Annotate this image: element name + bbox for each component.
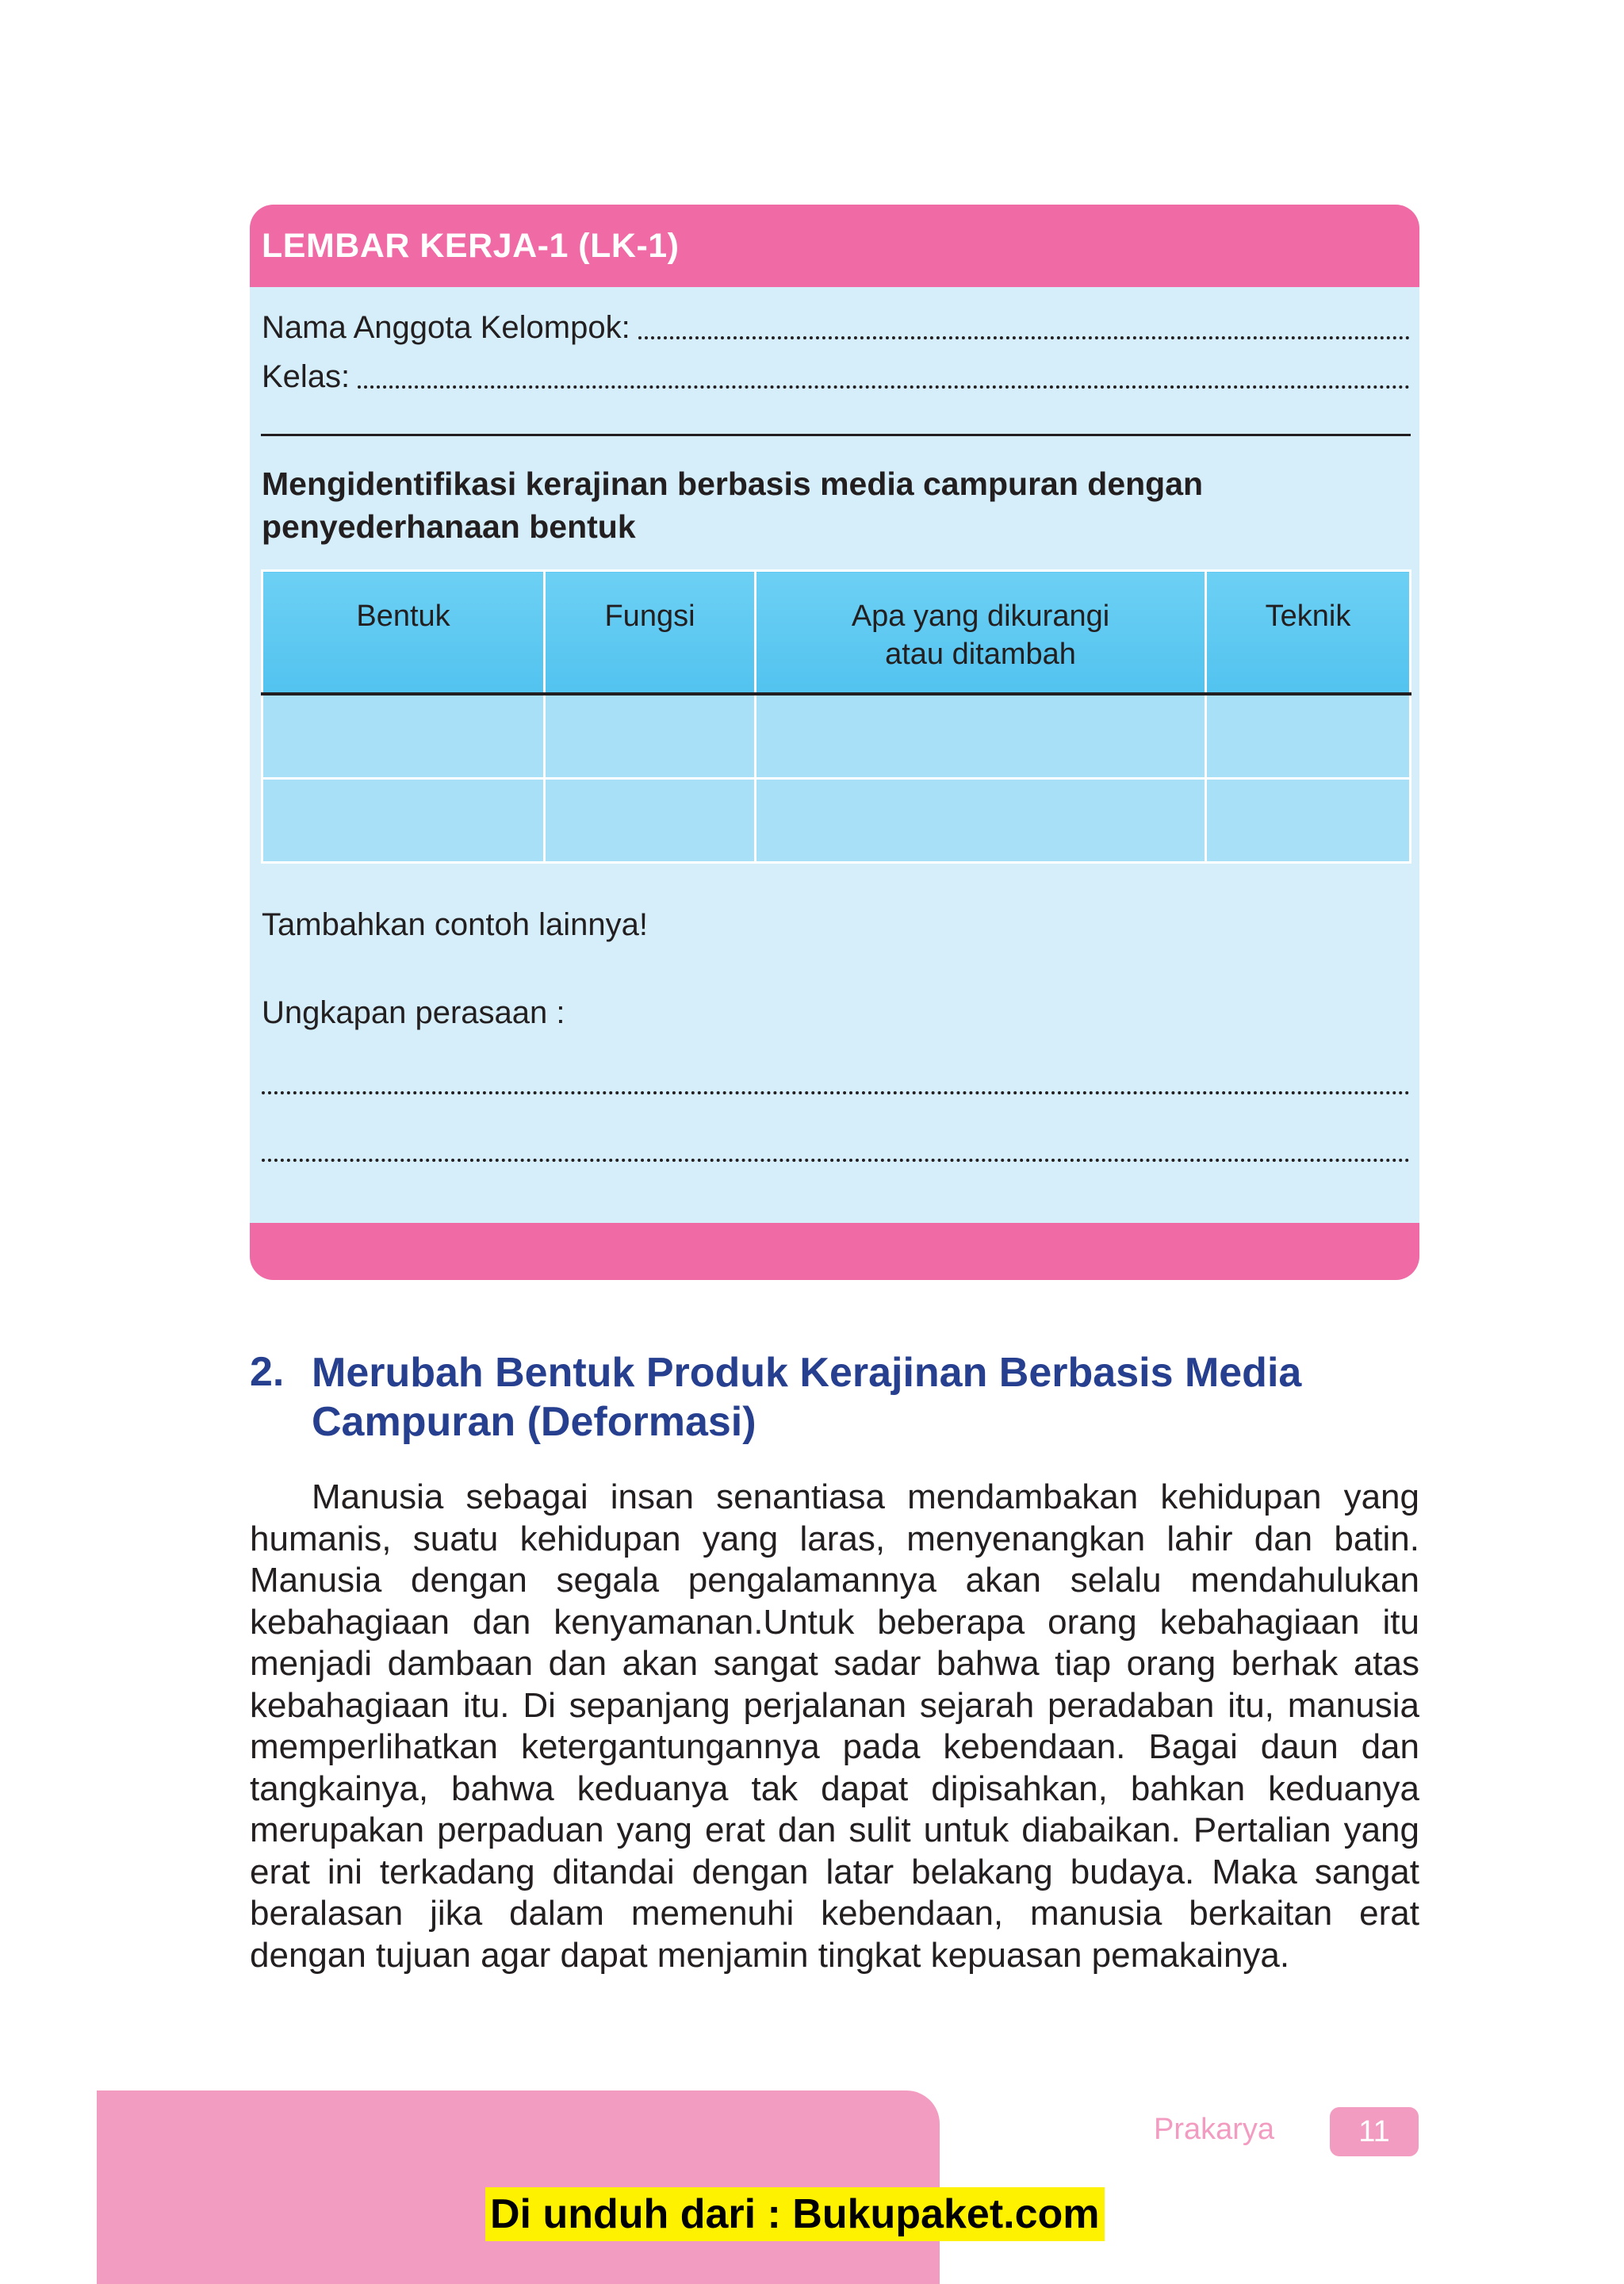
table-row [262, 778, 1411, 862]
worksheet-footer-bar [250, 1223, 1419, 1280]
class-dotted-line [358, 385, 1410, 389]
group-name-label: Nama Anggota Kelompok: [262, 310, 630, 345]
column-header-apa-yang-dikurangi: Apa yang dikurangi atau ditambah [756, 571, 1206, 694]
download-source-note: Di unduh dari : Bukupaket.com [485, 2187, 1105, 2241]
class-field[interactable] [262, 354, 1419, 395]
column-header-teknik: Teknik [1206, 571, 1411, 694]
table-cell[interactable] [545, 694, 756, 779]
group-name-field[interactable] [262, 305, 1419, 346]
group-name-dotted-line [638, 336, 1410, 339]
class-label: Kelas: [262, 359, 350, 394]
table-row [262, 694, 1411, 779]
column-header-bentuk: Bentuk [262, 571, 545, 694]
table-cell[interactable] [756, 778, 1206, 862]
body-paragraph: Manusia sebagai insan senantiasa mendambakan kehidupan yang humanis, suatu kehidupan yang laras, menyenangkan lahir dan batin. Manusia dengan segala pengalamannya akan selalu mendahulukan kebahagiaan dan kenyamanan.Untuk beberapa orang kebahagiaan itu menjadi dambaan dan akan sangat sadar bahwa tiap orang berhak atas kebahagiaan itu. Di sepanjang perjalanan sejarah peradaban itu, manusia memperlihatkan ketergantungannya pada kebendaan. Bagai daun dan tangkainya, bahwa keduanya tak dapat dipisahkan, bahkan keduanya merupakan perpaduan yang erat dan sulit untuk diabaikan. Pertalian yang erat ini terkadang ditandai dengan latar belakang budaya. Maka sangat beralasan jika dalam memenuhi kebendaan, manusia berkaitan erat dengan tujuan agar dapat menjamin tingkat kepuasan pemakainya. [250, 1477, 1419, 1975]
table-cell[interactable] [1206, 694, 1411, 779]
identification-table [261, 569, 1411, 864]
table-cell[interactable] [262, 694, 545, 779]
feelings-dotted-line-1[interactable] [262, 1091, 1410, 1094]
divider-rule [261, 434, 1411, 436]
worksheet-header [250, 205, 1419, 287]
feelings-label: Ungkapan perasaan : [262, 995, 565, 1030]
table-cell[interactable] [545, 778, 756, 862]
section-number: 2. [250, 1349, 285, 1395]
column-header-fungsi: Fungsi [545, 571, 756, 694]
worksheet-title: LEMBAR KERJA-1 (LK-1) [262, 227, 680, 265]
section-title: Merubah Bentuk Produk Kerajinan Berbasis Media Campuran (Deformasi) [312, 1350, 1302, 1445]
instruction-text: Tambahkan contoh lainnya! [262, 907, 648, 942]
page-number: 11 [1358, 2114, 1390, 2148]
footer-book-title: Prakarya [1154, 2113, 1275, 2146]
table-cell[interactable] [756, 694, 1206, 779]
worksheet-box [250, 205, 1419, 1280]
table-header-row [262, 571, 1411, 694]
table-cell[interactable] [262, 778, 545, 862]
worksheet-subheading: Mengidentifikasi kerajinan berbasis media campuran dengan penyederhanaan bentuk [262, 466, 1204, 545]
page-number-badge [1330, 2107, 1419, 2156]
feelings-dotted-line-2[interactable] [262, 1159, 1410, 1162]
table-cell[interactable] [1206, 778, 1411, 862]
